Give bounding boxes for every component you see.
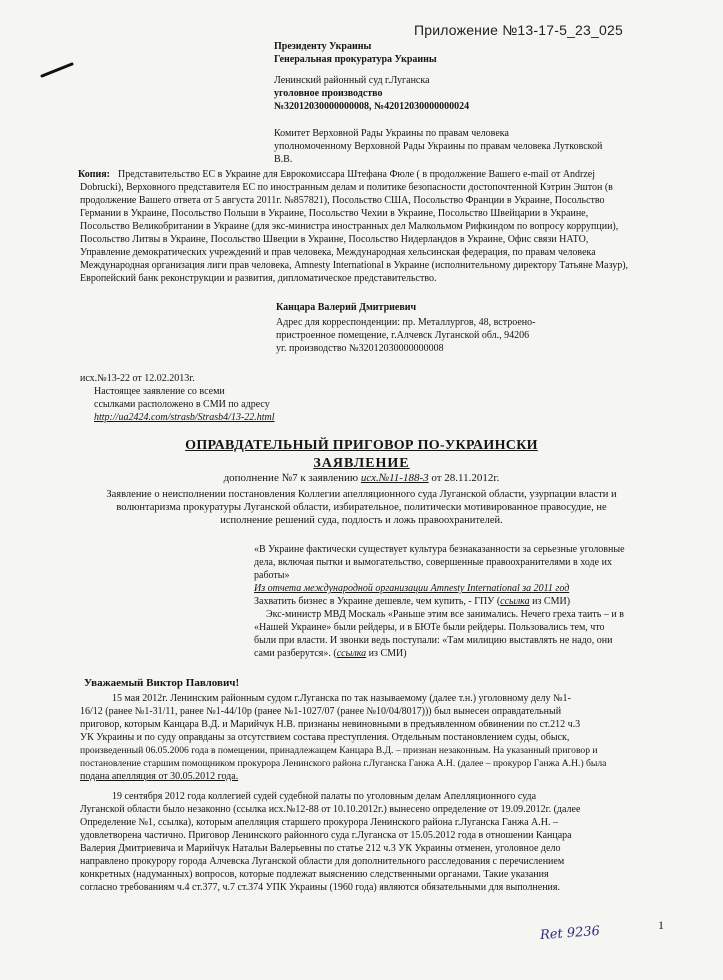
quote-moskal-suffix: из СМИ) (366, 648, 407, 659)
copy-line-5: Посольство Великобритании в Украине (для экс-министра иностранных дел Малкольмом Рифкиндом по вопросу коррупции), (80, 221, 619, 232)
sender-name: Канцара Валерий Дмитриевич (276, 302, 417, 313)
description-line-1: Заявление о неисполнении постановления Коллегии апелляционного суда Луганской области, узурпации власти и (106, 489, 617, 500)
paragraph-1-line-2: 16/12 (ранее №1-31/11, ранее №1-44/10р (ранее №1-1027/07 (ранее №10/04/8017))) был вынесен оправдательный (80, 706, 562, 717)
outgoing-ref: исх.№13-22 от 12.02.2013г. (80, 373, 195, 384)
paragraph-2-line-5: Валерия Дмитриевича и Марийчук Натальи Валерьевны по статье 212 ч.3 УК Украины отменен, уголовное дело (80, 843, 561, 854)
copy-line-4: Германии в Украине, Посольство Польши в Украине, Посольство Чехии в Украине, Посольство Швейцарии в Украине, (80, 208, 589, 219)
outgoing-note-1: Настоящее заявление со всеми (94, 386, 225, 397)
quote-source: Из отчета международной организации Amnesty International за 2011 год (254, 583, 570, 594)
addendum-prefix: дополнение №7 к заявлению (223, 472, 361, 484)
paragraph-2-line-8: согласно требованиям ч.4 ст.377, ч.7 ст.374 УПК Украины (1960 года) являются обязательными для выполнения. (80, 882, 560, 893)
document-subtitle: ЗАЯВЛЕНИЕ (313, 456, 410, 471)
quote-line-3: работы» (254, 570, 290, 581)
copy-line-6: Посольство Литвы в Украине, Посольство Швеции в Украине, Посольство Нидерландов в Украине, Офис связи НАТО, (80, 234, 589, 245)
paragraph-1-line-1: 15 мая 2012г. Ленинским районным судом г.Луганска по так называемому (далее т.н.) уголовному делу №1- (112, 693, 571, 704)
addressee-president: Президенту Украины (274, 41, 372, 52)
addressee-ombudsman-initials: В.В. (274, 154, 293, 165)
quote-line-8: были при власти. И звонки ведь поступали: «Там милицию выставлять не надо, они (254, 635, 613, 646)
paragraph-1-line-7: подана апелляция от 30.05.2012 года. (80, 771, 239, 782)
paragraph-2-line-4: удовлетворена частично. Приговор Ленинского районного суда г.Луганска от 15.05.2012 года в отношении Канцара (80, 830, 572, 841)
quote-gpu (254, 595, 570, 608)
sender-case: уг. производство №32012030000000008 (276, 343, 444, 354)
quote-moskal (254, 647, 407, 660)
quote-gpu-link[interactable]: ссылка (500, 596, 530, 607)
outgoing-url-link[interactable]: http://ua2424.com/strasb/Strasb4/13-22.html (94, 412, 275, 423)
addendum-line (0, 472, 723, 485)
addressee-committee: Комитет Верховной Рады Украины по правам человека (274, 128, 509, 139)
paragraph-1-line-5: произведенный 06.05.2006 года в помещении, принадлежащем Канцара В.Д. – признан незаконным. На указанный приговор и (80, 745, 598, 756)
copy-line-9: Европейский банк реконструкции и развития, дипломатическое представительство. (80, 273, 437, 284)
appendix-stamp: Приложение №13-17-5_23_025 (414, 22, 623, 38)
handwritten-signature: Ret 9236 (539, 923, 601, 944)
copy-line-2: Dobrucki), Верховного представителя ЕС по иностранным делам и политике безопасности достопочтенной Кэтрин Эштон (в (80, 182, 613, 193)
quote-line-2: дела, включая пытки и вымогательство, совершенные правоохранителями в ходе их (254, 557, 612, 568)
paragraph-1-line-4: УК Украины и по суду оправданы за отсутствием состава преступления. Отдельным постановлением суды, обыск, (80, 732, 570, 743)
paragraph-1-line-3: приговор, которым Канцара В.Д. и Марийчук Н.В. признаны невиновными в предъявленном обвинении по ст.212 ч.3 (80, 719, 581, 730)
sender-address-2: пристроенное помещение, г.Алчевск Луганской обл., 94206 (276, 330, 530, 341)
quote-moskal-text: сами разберутся». ( (254, 648, 337, 659)
case-numbers: №32012030000000008, №42012030000000024 (274, 101, 470, 112)
paragraph-2-line-1: 19 сентября 2012 года коллегией судей судебной палаты по уголовным делам Апелляционного суда (112, 791, 537, 802)
page-number: 1 (658, 918, 664, 932)
case-label: уголовное производство (274, 88, 383, 99)
paragraph-2-line-6: направлено прокурору города Алчевска Луганской области для дополнительного расследования с перечислением (80, 856, 565, 867)
quote-line-7: «Нашей Украине» были рейдеры, и в БЮТе были рейдеры. Пользовались тем, что (254, 622, 605, 633)
quote-line-1: «В Украине фактически существует культура безнаказанности за серьезные уголовные (254, 544, 625, 555)
pen-mark (40, 60, 76, 85)
copy-line-7: Управление демократических учреждений и прав человека, Международная хельсинская федерация, по правам человека (80, 247, 596, 258)
paragraph-2-line-2: Луганской области было незаконно (ссылка исх.№12-88 от 10.10.2012г.) вынесено определение от 19.09.2012г. (далее (80, 804, 581, 815)
quote-gpu-text: Захватить бизнес в Украине дешевле, чем купить, - ГПУ ( (254, 596, 501, 607)
copy-line-1: Представительство ЕС в Украине для Еврокомиссара Штефана Фюле ( в продолжение Вашего e-mail от Andrzej (118, 169, 596, 180)
paragraph-2-line-7: конкретных (надуманных) вопросов, которые подлежат выяснению следственными органами. Такие указания (80, 869, 549, 880)
addendum-link[interactable]: исх.№11-188-3 (360, 472, 429, 484)
addressee-prosecutor: Генеральная прокуратура Украины (274, 54, 437, 65)
paragraph-2-line-3: Определение №1, ссылка), которым апелляция старшего прокурора Ленинского района г.Луганска Ганжа А.Н. – (80, 817, 558, 828)
quote-moskal-link[interactable]: ссылка (336, 648, 367, 659)
sender-address-1: Адрес для корреспонденции: пр. Металлургов, 48, встроено- (276, 317, 536, 328)
addendum-suffix: от 28.11.2012г. (428, 472, 500, 484)
copy-line-8: Международная организация лиги прав человека, Amnesty International в Украине (исполнительному директору Татьяне Мазур), (80, 260, 629, 271)
paragraph-1-line-6: постановление старшим помощником прокурора Ленинского района г.Луганска Ганжа А.Н. (далее – прокурор Ганжа А.Н.) была (80, 758, 607, 769)
outgoing-note-2: ссылками расположено в СМИ по адресу (94, 399, 270, 410)
addressee-ombudsman: уполномоченному Верховной Рады Украины по правам человека Лутковской (274, 141, 603, 152)
copy-line-3: продолжение Вашего ответа от 5 августа 2011г. №857821), Посольство США, Посольство Франции в Украине, Посольство (80, 195, 605, 206)
quote-gpu-suffix: из СМИ) (529, 596, 571, 607)
description-line-2: волюнтаризма прокуратуры Луганской области, избирательное, политически мотивированное правосудие, не (116, 502, 607, 513)
quote-line-6: Экс-министр МВД Москаль «Раньше этим все занимались. Нечего греха таить – и в (266, 609, 624, 620)
addressee-court: Ленинский районный суд г.Луганска (274, 75, 430, 86)
greeting: Уважаемый Виктор Павлович! (84, 677, 240, 689)
description-line-3: исполнение решений суда, подлость и ложь правоохранителей. (220, 515, 503, 526)
copy-label: Копия: (78, 169, 111, 180)
document-title: ОПРАВДАТЕЛЬНЫЙ ПРИГОВОР ПО-УКРАИНСКИ (185, 438, 538, 453)
